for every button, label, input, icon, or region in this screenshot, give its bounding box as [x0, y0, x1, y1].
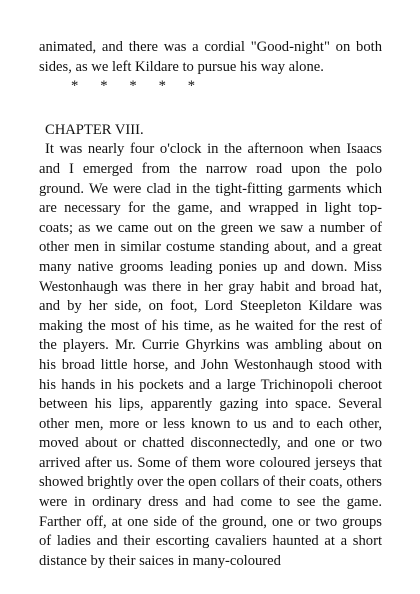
section-break: * * * * * — [71, 78, 196, 95]
chapter-body-paragraph: It was nearly four o'clock in the afternoon when Isaacs and I emerged from the narrow road upon the polo ground. We were clad in the tight-fitting garments which are necessary for the game, and wrapped in light top-coats; as we came out on the green we saw a number of other men in similar costume standing about, and a great many native grooms leading ponies up and down. Miss Westonhaugh was there in her gray habit and broad hat, and by her side, on foot, Lord Steepleton Kildare was making the most of his time, as he waited for the rest of the players. Mr. Currie Ghyrkins was ambling about on his broad little horse, and John Westonhaugh stood with his hands in his pockets and a large Trichinopoli cheroot between his lips, apparently gazing into space. Several other men, more or less known to us and to each other, moved about or chatted disconnectedly, and one or two arrived after us. Some of them wore coloured jerseys that showed brightly over the open collars of their coats, others were in ordinary dress and had come to see the game. Farther off, at one side of the ground, one or two groups of ladies and their escorting cavaliers haunted at a short distance by their saices in many-coloured — [39, 141, 382, 569]
opening-paragraph: animated, and there was a cordial "Good-night" on both sides, as we left Kildare to pursue his way alone. — [39, 39, 382, 75]
chapter-heading: CHAPTER VIII. — [45, 121, 144, 138]
document-page — [39, 38, 382, 571]
